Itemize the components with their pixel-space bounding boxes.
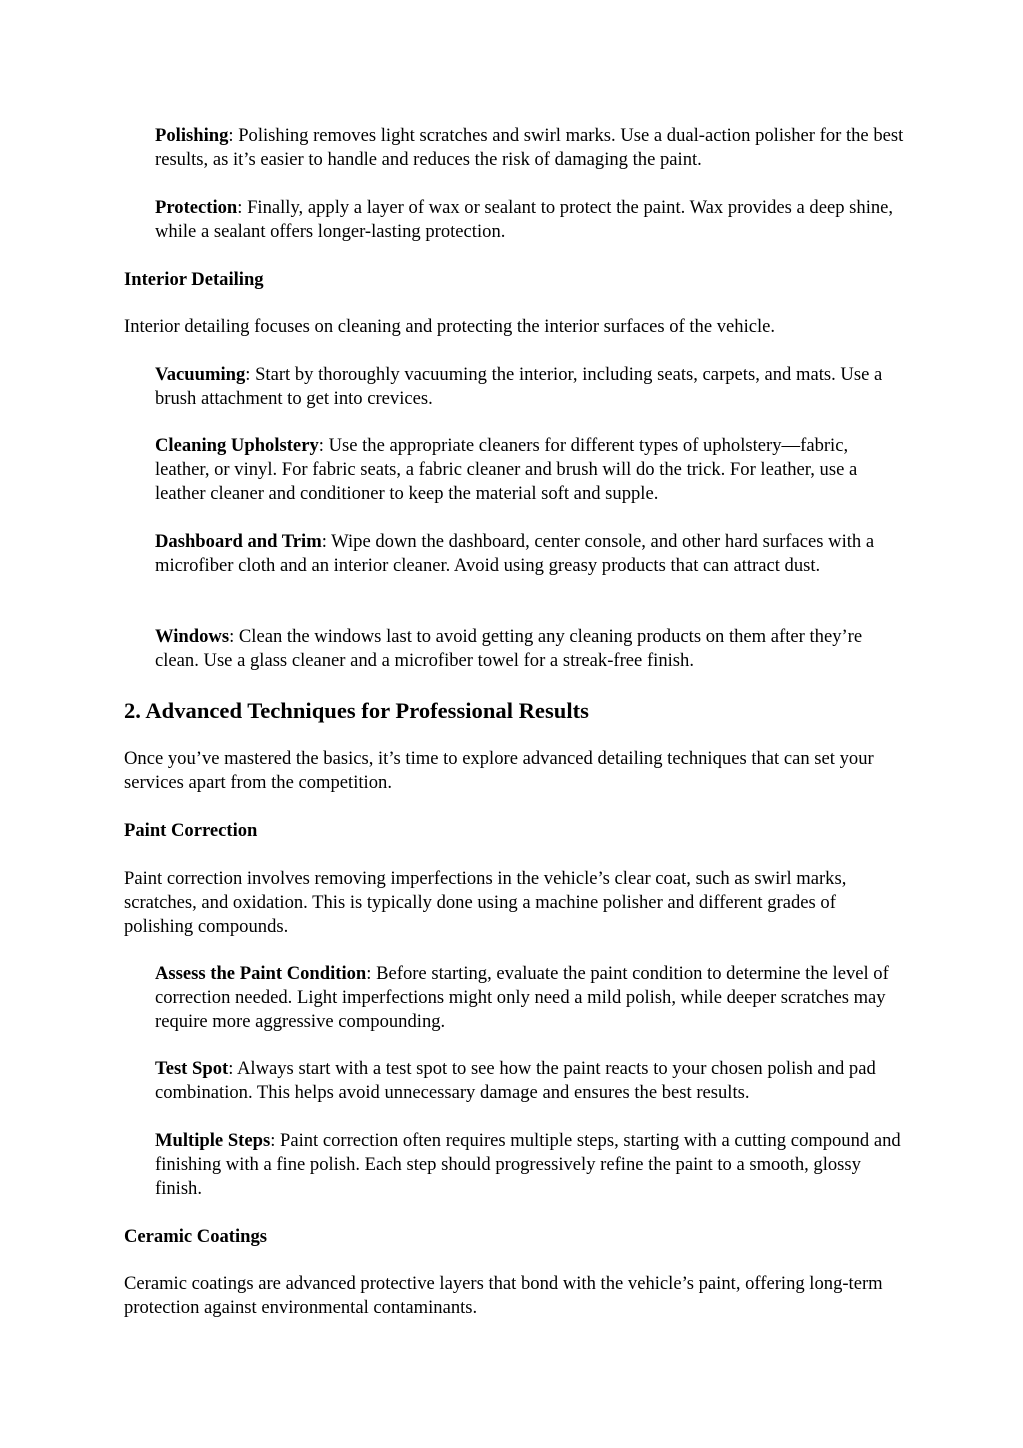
text-multiple-steps: : Paint correction often requires multiple steps, starting with a cutting compound and finishing with a fine polish. Each step should progressively refine the paint to a smooth, glossy finish. <box>155 1130 901 1199</box>
paragraph-ceramic-intro: Ceramic coatings are advanced protective layers that bond with the vehicle’s paint, offering long-term protection against environmental contaminants. <box>124 1273 883 1318</box>
paragraph-cleaning-upholstery <box>155 434 905 506</box>
text-vacuuming: : Start by thoroughly vacuuming the interior, including seats, carpets, and mats. Use a brush attachment to get into crevices. <box>155 364 883 409</box>
term-assess-paint: Assess the Paint Condition <box>155 963 367 984</box>
text-test-spot: : Always start with a test spot to see how the paint reacts to your chosen polish and pad combination. This helps avoid unnecessary damage and ensures the best results. <box>155 1058 876 1103</box>
paragraph-paint-correction-intro: Paint correction involves removing imperfections in the vehicle’s clear coat, such as swirl marks, scratches, and oxidation. This is typically done using a machine polisher and different grades of polishing compounds. <box>124 868 847 937</box>
term-multiple-steps: Multiple Steps <box>155 1130 271 1151</box>
paragraph-protection <box>155 196 905 244</box>
heading-advanced-techniques: 2. Advanced Techniques for Professional Results <box>124 698 589 723</box>
term-dashboard-trim: Dashboard and Trim <box>155 531 322 552</box>
term-vacuuming: Vacuuming <box>155 364 246 385</box>
subheading-paint-correction: Paint Correction <box>124 820 258 841</box>
text-dashboard-trim: : Wipe down the dashboard, center console, and other hard surfaces with a microfiber cloth and an interior cleaner. Avoid using greasy products that can attract dust. <box>155 531 875 576</box>
paragraph-windows <box>155 625 905 673</box>
text-assess-paint: : Before starting, evaluate the paint condition to determine the level of correction needed. Light imperfections might only need a mild polish, while deeper scratches may require more aggressive compounding. <box>155 963 889 1032</box>
paragraph-multiple-steps <box>155 1129 905 1201</box>
subheading-interior-detailing: Interior Detailing <box>124 269 264 290</box>
term-windows: Windows <box>155 626 230 647</box>
term-test-spot: Test Spot <box>155 1058 229 1079</box>
paragraph-test-spot <box>155 1057 905 1105</box>
term-protection: Protection <box>155 197 238 218</box>
paragraph-polishing <box>155 124 905 172</box>
paragraph-vacuuming <box>155 363 905 411</box>
text-windows: : Clean the windows last to avoid getting any cleaning products on them after they’re clean. Use a glass cleaner and a microfiber towel for a streak-free finish. <box>155 626 863 671</box>
paragraph-interior-intro: Interior detailing focuses on cleaning and protecting the interior surfaces of the vehicle. <box>124 316 776 337</box>
text-protection: : Finally, apply a layer of wax or sealant to protect the paint. Wax provides a deep shine, while a sealant offers longer-lasting protection. <box>155 197 894 242</box>
text-polishing: : Polishing removes light scratches and swirl marks. Use a dual-action polisher for the best results, as it’s easier to handle and reduces the risk of damaging the paint. <box>155 125 904 170</box>
paragraph-advanced-intro: Once you’ve mastered the basics, it’s time to explore advanced detailing techniques that can set your services apart from the competition. <box>124 748 874 793</box>
term-polishing: Polishing <box>155 125 229 146</box>
paragraph-dashboard-trim <box>155 530 905 578</box>
term-cleaning-upholstery: Cleaning Upholstery <box>155 435 319 456</box>
paragraph-assess-paint <box>155 962 905 1034</box>
text-cleaning-upholstery: : Use the appropriate cleaners for different types of upholstery—fabric, leather, or vinyl. For fabric seats, a fabric cleaner and brush will do the trick. For leather, use a leather cleaner and conditioner to keep the material soft and supple. <box>155 435 858 504</box>
subheading-ceramic-coatings: Ceramic Coatings <box>124 1226 268 1247</box>
